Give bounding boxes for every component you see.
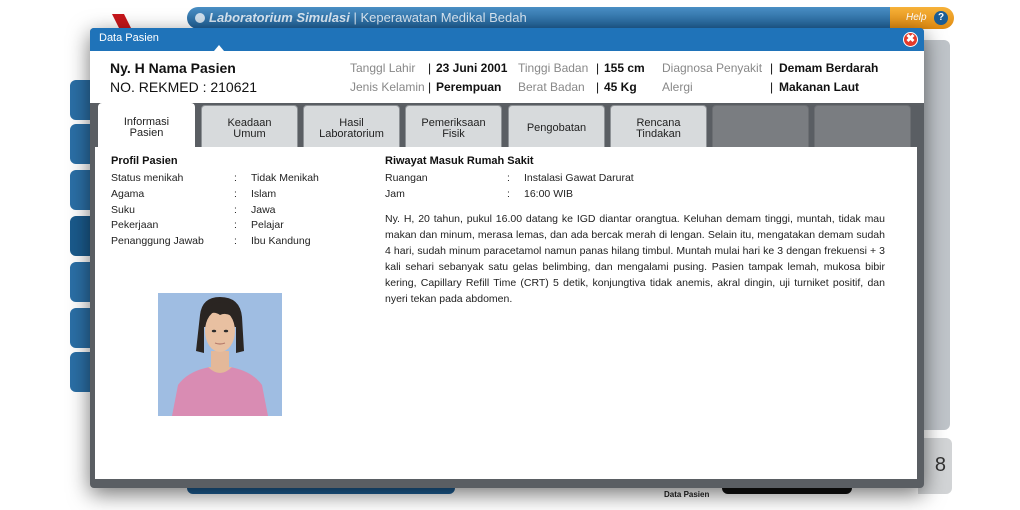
tab-label: Hasil <box>339 116 364 129</box>
profile-row-label: Pekerjaan <box>111 219 159 231</box>
profile-row-label: Agama <box>111 188 145 200</box>
tab-label: Laboratorium <box>319 127 384 140</box>
patient-rekmed: NO. REKMED : 210621 <box>110 79 258 95</box>
gender-label: Jenis Kelamin <box>350 80 425 94</box>
allergy-label: Alergi <box>662 80 693 94</box>
tab-label: Informasi <box>123 115 170 128</box>
side-menu-tile[interactable] <box>70 308 92 348</box>
patient-portrait <box>158 293 282 416</box>
profile-row-value: Islam <box>251 188 277 200</box>
tab-hasil-laboratorium[interactable] <box>303 105 400 147</box>
side-menu-tile[interactable] <box>70 124 92 164</box>
side-menu-tile[interactable] <box>70 80 92 120</box>
tab-label: Rencana <box>636 116 681 129</box>
profile-row-label: Penanggung Jawab <box>111 235 204 247</box>
tab-label: Pengobatan <box>526 122 587 134</box>
tab-label: Pasien <box>129 126 164 139</box>
tab-disabled <box>814 105 911 147</box>
weight-label: Berat Badan <box>518 80 585 94</box>
tab-pengobatan[interactable] <box>508 105 605 147</box>
separator: | <box>596 61 600 75</box>
dialog-title: Data Pasien <box>99 32 159 44</box>
patient-header <box>90 51 924 103</box>
colon: : <box>234 219 237 231</box>
history-row-label: Ruangan <box>385 172 428 184</box>
title-dot-icon <box>195 13 205 23</box>
tab-strip <box>90 103 924 147</box>
colon: : <box>234 172 237 184</box>
separator: | <box>770 80 774 94</box>
tab-disabled <box>712 105 809 147</box>
tab-rencana-tindakan[interactable] <box>610 105 707 147</box>
caret-up-icon <box>214 45 224 51</box>
tab-content-informasi-pasien <box>95 147 917 479</box>
side-menu-tile[interactable] <box>70 216 92 256</box>
bottom-label: Data Pasien <box>664 490 710 499</box>
profile-row-value: Jawa <box>251 204 276 216</box>
history-row-value: Instalasi Gawat Darurat <box>524 172 634 184</box>
profile-row-value: Ibu Kandung <box>251 235 311 247</box>
diagnosis-value: Demam Berdarah <box>779 61 879 75</box>
help-label: Help <box>906 12 927 23</box>
separator: | <box>428 61 432 75</box>
profile-row-value: Pelajar <box>251 219 284 231</box>
app-title-rest: | Keperawatan Medikal Bedah <box>349 10 527 25</box>
patient-avatar-image <box>158 293 282 416</box>
tab-label: Fisik <box>442 127 465 140</box>
height-value: 155 cm <box>604 61 645 75</box>
tab-label: Keadaan <box>227 116 272 129</box>
help-icon: ? <box>934 11 948 25</box>
side-menu-tile[interactable] <box>70 352 92 392</box>
colon: : <box>234 188 237 200</box>
side-menu-tile[interactable] <box>70 262 92 302</box>
height-label: Tinggi Badan <box>518 61 589 75</box>
colon: : <box>507 172 510 184</box>
history-row-value: 16:00 WIB <box>524 188 574 200</box>
profile-row-value: Tidak Menikah <box>251 172 319 184</box>
tab-label: Tindakan <box>636 127 681 140</box>
history-narrative: Ny. H, 20 tahun, pukul 16.00 datang ke IGD diantar orangtua. Keluhan demam tinggi, muntah, tidak mau makan dan minum, merasa lemas, dan ada bercak merah di lengan. Selain itu, mengatakan demam sudah 4 hari, sudah minum paracetamol namun panas hilang timbul. Muntah mulai hari ke 3 dengan frekuensi + 3 kali sehari sebanyak satu gelas belimbing, dan mengalami pusing. Pasien tampak lemah, mukosa bibir kering, Capillary Refill Time (CRT) 5 detik, konjungtiva tidak anemis, akral dingin, uji turniket positif, dan nyeri tekan pada abdomen. <box>385 213 885 305</box>
diagnosis-label: Diagnosa Penyakit <box>662 61 763 75</box>
patient-name: Ny. H Nama Pasien <box>110 60 236 76</box>
separator: | <box>428 80 432 94</box>
history-row-label: Jam <box>385 188 405 200</box>
colon: : <box>234 204 237 216</box>
app-title-italic: Laboratorium Simulasi <box>209 10 350 25</box>
tab-label: Pemeriksaan <box>421 116 486 129</box>
profile-row-label: Suku <box>111 204 135 216</box>
gender-value: Perempuan <box>436 80 502 94</box>
history-title: Riwayat Masuk Rumah Sakit <box>385 155 534 167</box>
tab-keadaan-umum[interactable] <box>201 105 298 147</box>
help-button[interactable] <box>890 7 954 29</box>
close-icon[interactable]: ✖ <box>903 32 918 47</box>
app-title-bar <box>187 7 907 29</box>
weight-value: 45 Kg <box>604 80 637 94</box>
tab-pemeriksaan-fisik[interactable] <box>405 105 502 147</box>
side-number: 8 <box>918 438 952 494</box>
profile-title: Profil Pasien <box>111 155 178 167</box>
allergy-value: Makanan Laut <box>779 80 860 94</box>
tab-label: Umum <box>233 127 266 140</box>
side-menu-tile[interactable] <box>70 170 92 210</box>
birth-date-value: 23 Juni 2001 <box>436 61 508 75</box>
patient-data-dialog <box>90 28 924 488</box>
separator: | <box>770 61 774 75</box>
colon: : <box>234 235 237 247</box>
colon: : <box>507 188 510 200</box>
separator: | <box>596 80 600 94</box>
tab-informasi-pasien[interactable] <box>98 103 195 147</box>
birth-date-label: Tanggl Lahir <box>350 61 416 75</box>
profile-row-label: Status menikah <box>111 172 184 184</box>
